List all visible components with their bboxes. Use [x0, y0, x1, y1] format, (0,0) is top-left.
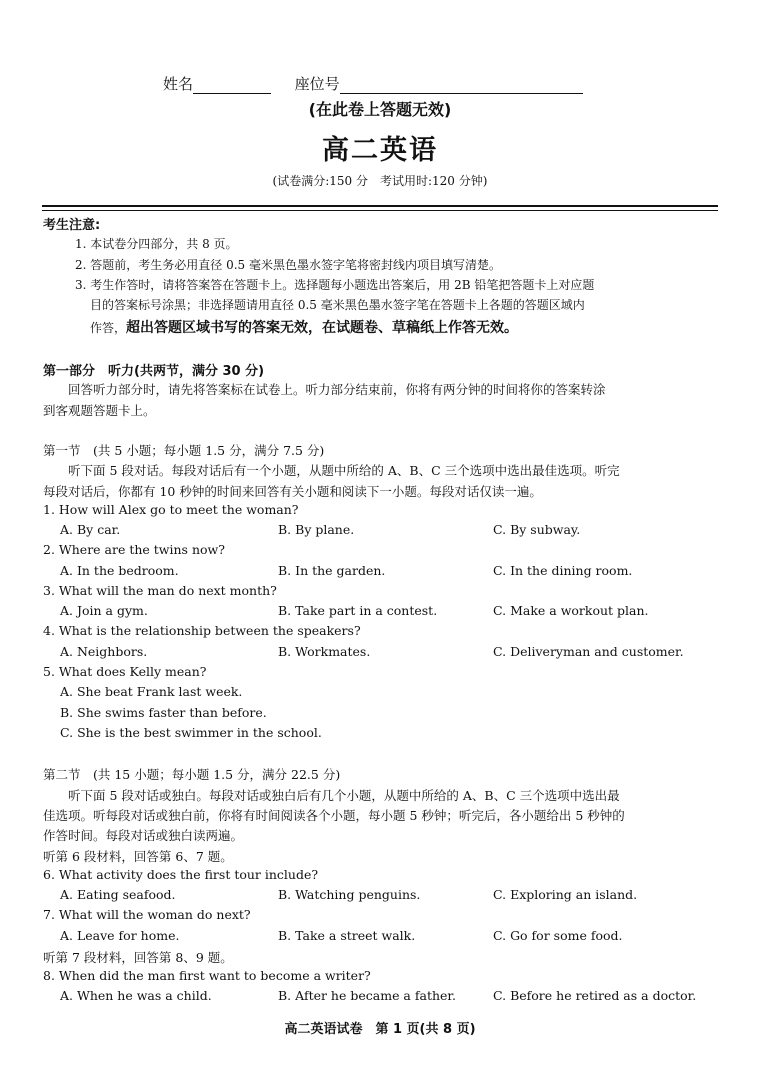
q1-option-c: C. By subway.	[493, 522, 581, 537]
invalid-note: (在此卷上答题无效)	[308, 100, 452, 119]
name-seat-row	[163, 73, 583, 94]
q8-option-b: B. After he became a father.	[278, 988, 456, 1003]
header-divider-thick	[42, 205, 718, 207]
section1-heading: 第一节 (共 5 小题；每小题 1.5 分，满分 7.5 分)	[43, 443, 325, 458]
name-blank	[193, 78, 271, 94]
q7-option-b: B. Take a street walk.	[278, 928, 416, 943]
q2-option-a: A. In the bedroom.	[60, 563, 179, 578]
question-3: 3. What will the man do next month?	[43, 583, 277, 598]
section2-intro-line1: 听下面 5 段对话或独白。每段对话或独白后有几个小题，从题中所给的 A、B、C 三个选项中选出最	[43, 788, 620, 803]
seat-label: 座位号	[294, 75, 340, 93]
q4-option-b: B. Workmates.	[278, 644, 371, 659]
section2-intro-line2: 佳选项。听每段对话或独白前，你将有时间阅读各个小题，每小题 5 秒钟；听完后，各小题给出 5 秒钟的	[43, 808, 625, 823]
notice-item-1: 1. 本试卷分四部分，共 8 页。	[75, 237, 238, 251]
section1-intro-line2: 每段对话后，你都有 10 秒钟的时间来回答有关小题和阅读下一小题。每段对话仅读一遍。	[43, 484, 542, 499]
q1-option-a: A. By car.	[60, 522, 121, 537]
notice-item-3-line3-plain: 作答，	[90, 321, 127, 335]
q5-option-c: C. She is the best swimmer in the school.	[60, 725, 322, 740]
q4-option-a: A. Neighbors.	[60, 644, 148, 659]
question-6: 6. What activity does the first tour include?	[43, 867, 319, 882]
page-title: 高二英语	[322, 135, 438, 166]
question-5: 5. What does Kelly mean?	[43, 664, 207, 679]
notice-item-3-line3	[90, 317, 760, 337]
q3-option-c: C. Make a workout plan.	[493, 603, 649, 618]
page-footer: 高二英语试卷 第 1 页(共 8 页)	[284, 1022, 476, 1037]
notice-item-3-line1: 3. 考生作答时，请将答案答在答题卡上。选择题每小题选出答案后，用 2B 铅笔把答题卡上对应题	[75, 278, 595, 292]
notice-item-3-emphasis: 超出答题区域书写的答案无效，在试题卷、草稿纸上作答无效。	[126, 320, 519, 336]
part1-heading: 第一部分 听力(共两节，满分 30 分)	[43, 364, 265, 379]
q5-option-b: B. She swims faster than before.	[60, 705, 267, 720]
q6-option-a: A. Eating seafood.	[60, 887, 176, 902]
part1-intro-line2: 到客观题答题卡上。	[43, 403, 156, 418]
q1-option-b: B. By plane.	[278, 522, 355, 537]
material-7-note: 听第 7 段材料，回答第 8、9 题。	[43, 950, 233, 965]
q6-option-b: B. Watching penguins.	[278, 887, 421, 902]
q5-option-a: A. She beat Frank last week.	[60, 684, 243, 699]
seat-blank	[340, 78, 583, 94]
section1-intro-line1: 听下面 5 段对话。每段对话后有一个小题，从题中所给的 A、B、C 三个选项中选出最佳选项。听完	[43, 463, 620, 478]
name-label: 姓名	[163, 75, 194, 93]
exam-info: (试卷满分:150 分 考试用时:120 分钟)	[272, 174, 488, 188]
q2-option-c: C. In the dining room.	[493, 563, 633, 578]
question-4: 4. What is the relationship between the speakers?	[43, 623, 361, 638]
section2-heading: 第二节 (共 15 小题；每小题 1.5 分，满分 22.5 分)	[43, 767, 341, 782]
question-2: 2. Where are the twins now?	[43, 542, 225, 557]
q4-option-c: C. Deliveryman and customer.	[493, 644, 684, 659]
q3-option-b: B. Take part in a contest.	[278, 603, 438, 618]
question-8: 8. When did the man first want to become a writer?	[43, 968, 371, 983]
q8-option-a: A. When he was a child.	[60, 988, 212, 1003]
q3-option-a: A. Join a gym.	[60, 603, 148, 618]
question-7: 7. What will the woman do next?	[43, 907, 251, 922]
q7-option-a: A. Leave for home.	[60, 928, 180, 943]
q2-option-b: B. In the garden.	[278, 563, 386, 578]
section2-intro-line3: 作答时间。每段对话或独白读两遍。	[43, 828, 244, 843]
part1-intro-line1: 回答听力部分时，请先将答案标在试卷上。听力部分结束前，你将有两分钟的时间将你的答案转涂	[43, 382, 606, 397]
material-6-note: 听第 6 段材料，回答第 6、7 题。	[43, 849, 233, 864]
q8-option-c: C. Before he retired as a doctor.	[493, 988, 697, 1003]
q7-option-c: C. Go for some food.	[493, 928, 623, 943]
notice-item-2: 2. 答题前，考生务必用直径 0.5 毫米黑色墨水签字笔将密封线内项目填写清楚。	[75, 258, 501, 272]
q6-option-c: C. Exploring an island.	[493, 887, 638, 902]
question-1: 1. How will Alex go to meet the woman?	[43, 502, 299, 517]
notice-item-3-line2: 目的答案标号涂黑；非选择题请用直径 0.5 毫米黑色墨水签字笔在答题卡上各题的答题区域内	[90, 298, 585, 312]
notice-heading: 考生注意:	[43, 218, 101, 233]
header-divider-thin	[42, 210, 718, 211]
